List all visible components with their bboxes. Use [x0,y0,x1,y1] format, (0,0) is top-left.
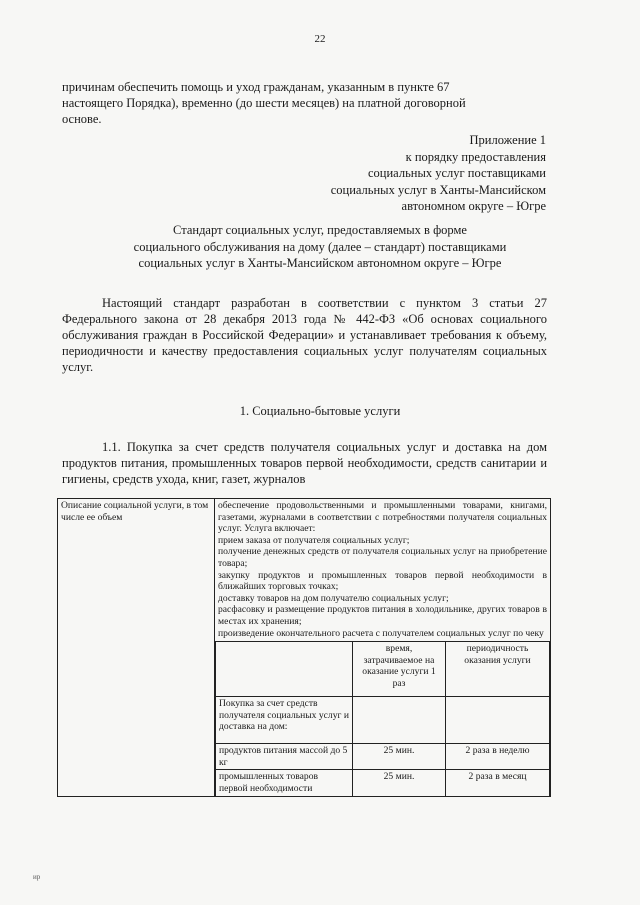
appendix-header [331,132,546,215]
appendix-line: социальных услуг в Ханты-Мансийском [330,182,546,197]
group-label-cell: Покупка за счет средств получателя социальных услуг и доставка на дом: [216,697,353,744]
desc-item: доставку товаров на дом получателю социальных услуг; [218,592,449,604]
text-line: санитарии и гигиены, средств ухода, книг, газет, журналов [62,456,548,486]
table-row [216,770,550,796]
desc-item: расфасовку и размещение продуктов питания в холодильнике, других товаров в местах их хранения; [218,604,547,627]
text-line: требования к объему, периодичности и качеству предоставления социальных [62,328,547,358]
desc-item: получение денежных средств от получателя социальных услуг на приобретение товара; [218,546,547,569]
text-line: 1.1. Покупка за счет средств получателя социальных услуг и доставка на [102,440,521,454]
desc-item: прием заказа от получателя социальных услуг; [218,534,410,546]
title-line: социальных услуг в Ханты-Мансийском автономном округе – Югре [138,256,502,270]
table-row [216,744,550,770]
standard-paragraph [62,295,547,375]
table-row [216,697,550,744]
appendix-line: автономном округе – Югре [401,199,546,213]
period-header: периодичность оказания услуги [446,642,550,697]
desc-intro: обеспечение продовольственными и промышленными товарами, книгами, газетами, журналами в соответствии с потребностями получателя социальных услуг. Услуга включает: [218,500,547,535]
intro-paragraph [62,79,547,127]
text-line: Федерального закона от 28 декабря 2013 года № 442-ФЗ «Об основах [62,312,474,326]
page-number: 22 [314,33,326,45]
period-cell: 2 раза в неделю [446,744,550,770]
desc-item: произведение окончательного расчета с получателем социальных услуг по чеку [218,627,544,639]
footer-mark: ир [33,873,41,881]
empty-cell [446,697,550,744]
item-name-cell: продуктов питания массой до 5 кг [216,744,353,770]
table-row [58,499,551,797]
appendix-line: к порядку предоставления [405,149,546,164]
text-line: причинам обеспечить помощь и уход гражданам, указанным в пункте 67 [62,80,450,94]
desc-label-cell: Описание социальной услуги, в том числе ее объем [58,499,215,797]
text-line: дом продуктов питания, промышленных товаров первой необходимости, средств [62,440,547,470]
title-line: социального обслуживания на дому (далее – стандарт) поставщиками [133,239,507,254]
period-cell: 2 раза в месяц [446,770,550,796]
time-cell: 25 мин. [353,744,446,770]
text-line: настоящего Порядка), временно (до шести месяцев) на платной договорной [62,96,466,110]
text-line: услуг получателям социальных услуг. [62,344,547,374]
empty-cell [353,697,446,744]
time-header: время, затрачиваемое на оказание услуги 1 раз [353,642,446,697]
appendix-line: Приложение 1 [469,133,546,147]
service-table [57,498,551,797]
standard-title [0,222,640,272]
text-line: основе. [62,112,102,126]
item-name-cell: промышленных товаров первой необходимости [216,770,353,796]
table-header-row [216,642,550,697]
text-line: социального обслуживания граждан в Российской Федерации» и устанавливает [62,312,547,342]
schedule-table [215,641,550,796]
text-line: Настоящий стандарт разработан в соответствии с пунктом 3 статьи 27 [102,296,547,310]
appendix-line: социальных услуг поставщиками [368,166,546,180]
empty-header-cell [216,642,353,697]
section-heading: 1. Социально-бытовые услуги [239,404,401,418]
desc-item: закупку продуктов и промышленных товаров первой необходимости в ближайших торговых точках; [218,569,547,593]
subsection-paragraph [62,439,547,487]
desc-content-cell [215,499,551,797]
title-line: Стандарт социальных услуг, предоставляемых в форме [173,223,467,237]
time-cell: 25 мин. [353,770,446,796]
